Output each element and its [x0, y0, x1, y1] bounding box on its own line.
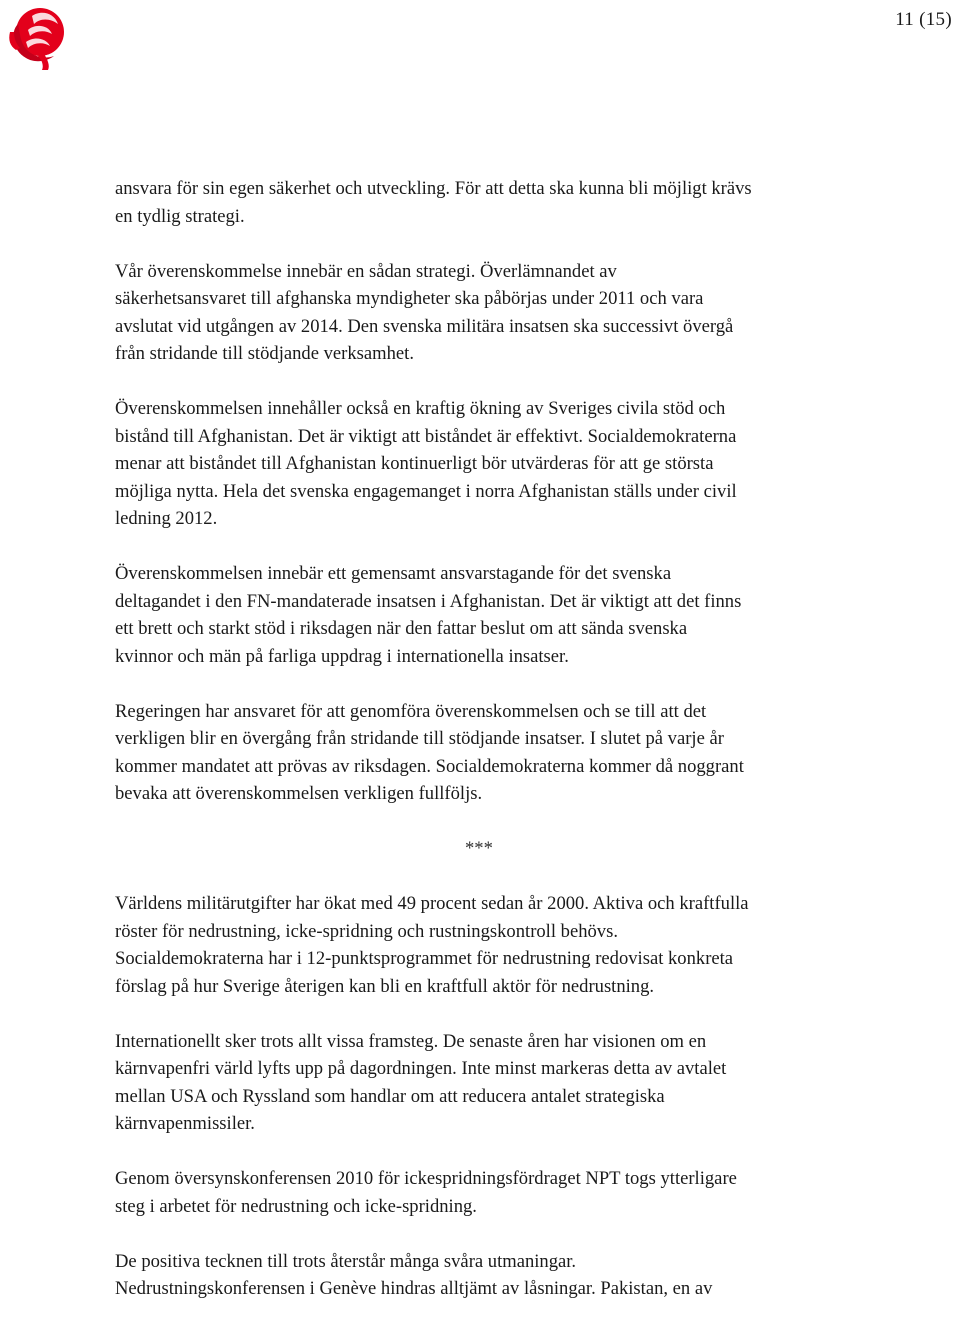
paragraph [115, 175, 875, 230]
paragraph [115, 698, 875, 808]
text-line: steg i arbetet för nedrustning och icke-spridning. [115, 1195, 477, 1217]
paragraph [115, 395, 875, 533]
paragraph [115, 1028, 875, 1138]
text-line: Internationellt sker trots allt vissa framsteg. De senaste åren har visionen om en [115, 1030, 707, 1052]
paragraph [115, 890, 875, 1000]
text-line: Överenskommelsen innehåller också en kraftig ökning av Sveriges civila stöd och [115, 398, 726, 419]
text-line: kvinnor och män på farliga uppdrag i internationella insatser. [115, 645, 569, 667]
text-line: Vår överenskommelse innebär en sådan strategi. Överlämnandet av [115, 260, 617, 282]
text-line: bevaka att överenskommelsen verkligen fullföljs. [115, 783, 483, 804]
text-line: ansvara för sin egen säkerhet och utveckling. För att detta ska kunna bli möjligt krävs [115, 178, 752, 199]
text-line: mellan USA och Ryssland som handlar om att reducera antalet strategiska [115, 1085, 665, 1107]
text-line: från stridande till stödjande verksamhet. [115, 343, 414, 364]
paragraph [115, 1248, 875, 1303]
text-line: säkerhetsansvaret till afghanska myndigheter ska påbörjas under 2011 och vara [115, 288, 704, 309]
text-line: kärnvapenfri värld lyfts upp på dagordningen. Inte minst markeras detta av avtalet [115, 1058, 727, 1079]
text-line: Genom översynskonferensen 2010 för ickespridningsfördraget NPT togs ytterligare [115, 1168, 737, 1189]
text-line: avslutat vid utgången av 2014. Den svenska militära insatsen ska successivt övergå [115, 315, 734, 337]
text-line: ett brett och starkt stöd i riksdagen när den fattar beslut om att sända svenska [115, 618, 688, 639]
page-number: 11 (15) [895, 9, 952, 30]
section-separator: *** [465, 838, 493, 859]
document-body [115, 175, 875, 1330]
text-line: menar att biståndet till Afghanistan kontinuerligt bör utvärderas för att ge största [115, 453, 714, 474]
text-line: kärnvapenmissiler. [115, 1113, 255, 1134]
text-line: Världens militärutgifter har ökat med 49 procent sedan år 2000. Aktiva och kraftfulla [115, 893, 749, 914]
text-line: Socialdemokraterna har i 12-punktsprogrammet för nedrustning redovisat konkreta [115, 948, 734, 969]
rose-logo-icon-svg [4, 2, 70, 72]
text-line: kommer mandatet att prövas av riksdagen. Socialdemokraterna kommer då noggrant [115, 755, 744, 777]
text-line: Överenskommelsen innebär ett gemensamt ansvarstagande för det svenska [115, 563, 672, 584]
paragraph [115, 560, 875, 670]
text-line: en tydlig strategi. [115, 205, 245, 227]
text-line: De positiva tecknen till trots återstår många svåra utmaningar. [115, 1250, 577, 1272]
text-line: verkligen blir en övergång från stridande till stödjande insatser. I slutet på varje år [115, 728, 724, 749]
text-line: förslag på hur Sverige återigen kan bli en kraftfull aktör för nedrustning. [115, 975, 655, 997]
text-line: Regeringen har ansvaret för att genomföra överenskommelsen och se till att det [115, 700, 707, 722]
text-line: ledning 2012. [115, 508, 218, 529]
text-line: bistånd till Afghanistan. Det är viktigt att biståndet är effektivt. Socialdemokraterna [115, 425, 737, 447]
paragraph [115, 258, 875, 368]
text-line: deltagandet i den FN-mandaterade insatsen i Afghanistan. Det är viktigt att det finns [115, 590, 742, 612]
rose-logo-icon [4, 2, 70, 72]
text-line: möjliga nytta. Hela det svenska engagemanget i norra Afghanistan ställs under civil [115, 480, 737, 502]
text-line: Nedrustningskonferensen i Genève hindras alltjämt av låsningar. Pakistan, en av [115, 1278, 713, 1299]
text-line: röster för nedrustning, icke-spridning och rustningskontroll behövs. [115, 920, 618, 942]
paragraph [115, 1165, 875, 1220]
